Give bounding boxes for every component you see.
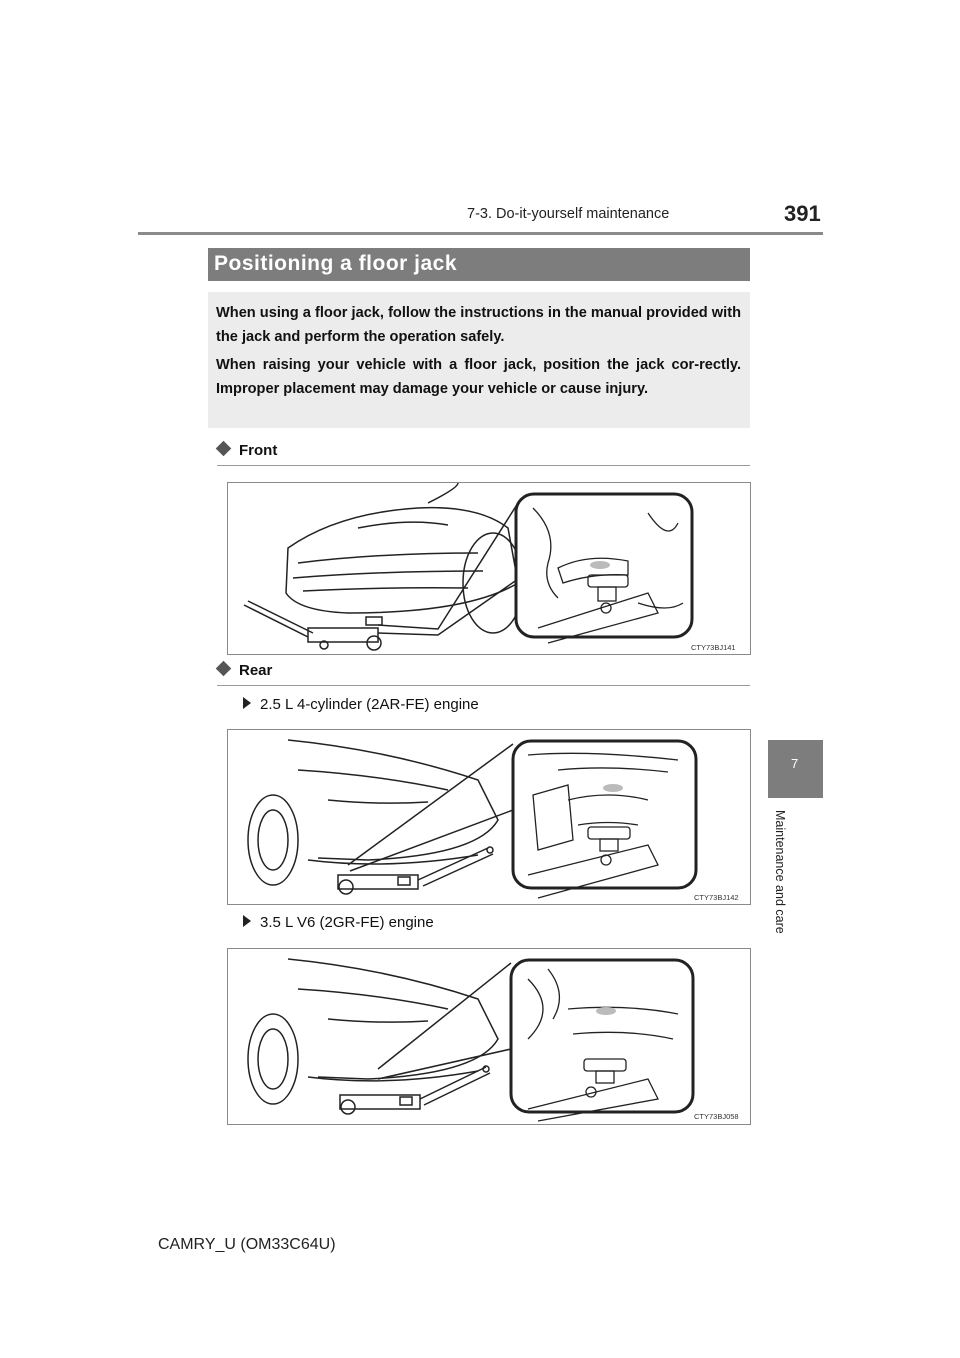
rear-2ar-figure-code: CTY73BJ142	[694, 893, 739, 902]
rear-rule	[217, 685, 750, 686]
diamond-icon	[216, 441, 232, 457]
intro-paragraph-1: When using a floor jack, follow the instructions in the manual provided with the jack and perform the operation safely.	[216, 305, 741, 345]
page-title: Positioning a floor jack	[214, 252, 458, 275]
diamond-icon	[216, 661, 232, 677]
front-heading: Front	[218, 442, 277, 459]
rear-2gr-fe-jack-figure	[227, 948, 751, 1125]
intro-box	[208, 292, 750, 428]
footer-model-code: CAMRY_U (OM33C64U)	[158, 1236, 336, 1253]
front-jack-figure	[227, 482, 751, 655]
page-number: 391	[784, 201, 821, 226]
rear-heading: Rear	[218, 662, 272, 679]
chapter-number: 7	[791, 756, 799, 771]
intro-paragraph-2: When raising your vehicle with a floor jack, position the jack cor-rectly. Improper placement may damage your vehicle or cause injury.	[216, 357, 741, 397]
arrow-bullet-icon	[243, 697, 251, 709]
arrow-bullet-icon	[243, 915, 251, 927]
section-reference: 7-3. Do-it-yourself maintenance	[467, 206, 670, 222]
rear-item-2gr-fe: 3.5 L V6 (2GR-FE) engine	[243, 914, 434, 931]
rear-item-2ar-fe: 2.5 L 4-cylinder (2AR-FE) engine	[243, 696, 479, 713]
header-rule	[138, 232, 823, 235]
rear-car-illustration-2gr	[228, 949, 750, 1124]
front-figure-code: CTY73BJ141	[691, 643, 736, 652]
rear-2gr-figure-code: CTY73BJ058	[694, 1112, 739, 1121]
front-rule	[217, 465, 750, 466]
front-car-illustration	[228, 483, 750, 654]
chapter-label: Maintenance and care	[773, 810, 787, 934]
rear-car-illustration-2ar	[228, 730, 750, 904]
rear-2ar-fe-jack-figure	[227, 729, 751, 905]
